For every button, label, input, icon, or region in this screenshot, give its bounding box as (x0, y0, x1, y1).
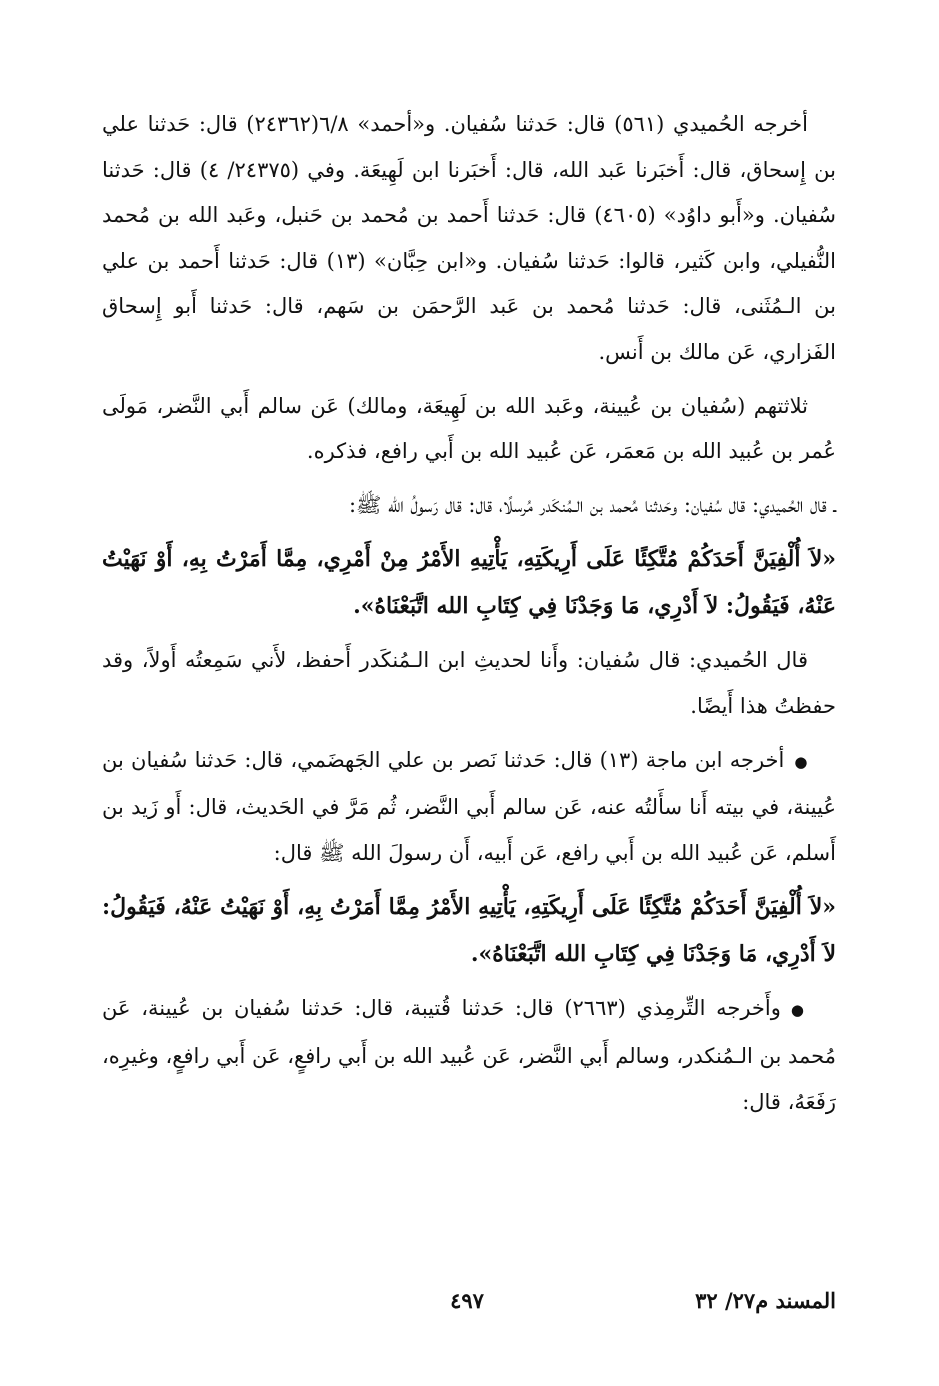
chain-summary-paragraph: ثلاثتهم (سُفيان بن عُيينة، وعَبد الله بن لَهِيعَة، ومالك) عَن سالم أَبي النَّضر، مَولَى عُمر بن عُبيد الله بن مَعمَر، عَن عُبيد الله بن أَبي رافع، فذكره. (102, 393, 836, 464)
bullet-icon: ● (790, 1001, 808, 1020)
takhrij-paragraph-1: أخرجه الحُميدي (٥٦١) قال: حَدثنا سُفيان. و«أحمد» ٦/٨(٢٤٣٦٢) قال: حَدثنا علي بن إِسحاق، قال: أَخبَرنا عَبد الله، قال: أَخبَرنا ابن لَهِيعَة. وفي (٢٤٣٧٥/ ٤) قال: حَدثنا سُفيان. و«أَبو داوُد» (٤٦٠٥) قال: حَدثنا أَحمد بن مُحمد بن حَنبل، وعَبد الله بن مُحمد النُّفيلي، وابن كَثير، قالوا: حَدثنا سُفيان. و«ابن حِبَّان» (١٣) قال: حَدثنا أَحمد بن علي بن الـمُثَنى، قال: حَدثنا مُحمد بن عَبد الرَّحمَن بن سَهم، قال: حَدثنا أَبو إِسحاق الفَزاري، عَن مالك بن أَنس. (102, 112, 836, 364)
tirmidhi-text: وأَخرجه التِّرمِذي (٢٦٦٣) قال: حَدثنا قُتيبة، قال: حَدثنا سُفيان بن عُيينة، عَن مُحمد بن الـمُنكدر، وسالم أَبي النَّضر، عَن عُبيد الله بن أَبي رافعٍ، عَن أَبي رافعٍ، وغيرِه، رَفَعَهُ، قال: (102, 996, 836, 1114)
ibn-majah-text: أخرجه ابن ماجة (١٣) قال: حَدثنا نَصر بن علي الجَهضَمي، قال: حَدثنا سُفيان بن عُيينة، في بيته أَنا سأَلتُه عنه، عَن سالم أَبي النَّضر، ثُم مَرَّ في الحَديث، قال: أَو زَيد بن أَسلم، عَن عُبيد الله بن أَبي رافع، عَن أَبيه، أَن رسولَ الله ﷺ قال: (102, 747, 836, 865)
humaidi-note-paragraph: ـ قال الحُميدي: قال سُفيان: وحَدثنا مُحمد بن الـمُنكَدر مُرسلًا، قال: قال رَسولُ الله ﷺ: (348, 492, 836, 517)
page-footer (102, 1288, 836, 1322)
bullet-icon: ● (794, 752, 808, 771)
tirmidhi-paragraph (102, 986, 836, 1125)
hadith-text-2: «لاَ أُلْفِيَنَّ أَحَدَكُمْ مُتَّكِئًا عَلَى أَرِيكَتِهِ، يَأْتِيهِ الأَمْرُ مِمَّا أَمَرْتُ بِهِ، أَوْ نَهَيْتُ عَنْهُ، فَيَقُولُ: لاَ أَدْرِي، مَا وَجَدْنَا فِي كِتَابِ الله اتَّبَعْنَاهُ». (102, 894, 836, 968)
ibn-majah-paragraph (102, 738, 836, 877)
body-text (102, 102, 836, 1133)
page-number: ٤٩٧ (450, 1288, 484, 1313)
volume-signature: المسند م٢٧/ ٣٢ (695, 1288, 836, 1313)
hadith-text-1: «لاَ أُلْفِيَنَّ أَحَدَكُمْ مُتَّكِئًا عَلَى أَرِيكَتِهِ، يَأْتِيهِ الأَمْرُ مِنْ أَمْرِي، مِمَّا أَمَرْتُ بِهِ، أَوْ نَهَيْتُ عَنْهُ، فَيَقُولُ: لاَ أَدْرِي، مَا وَجَدْنَا فِي كِتَابِ الله اتَّبَعْنَاهُ». (102, 546, 836, 620)
humaidi-comment-paragraph: قال الحُميدي: قال سُفيان: وأَنا لحديثِ ابن الـمُنكَدر أَحفظ، لأَني سَمِعتُه أَولاً، وقد حفظتُ هذا أَيضًا. (102, 648, 836, 718)
